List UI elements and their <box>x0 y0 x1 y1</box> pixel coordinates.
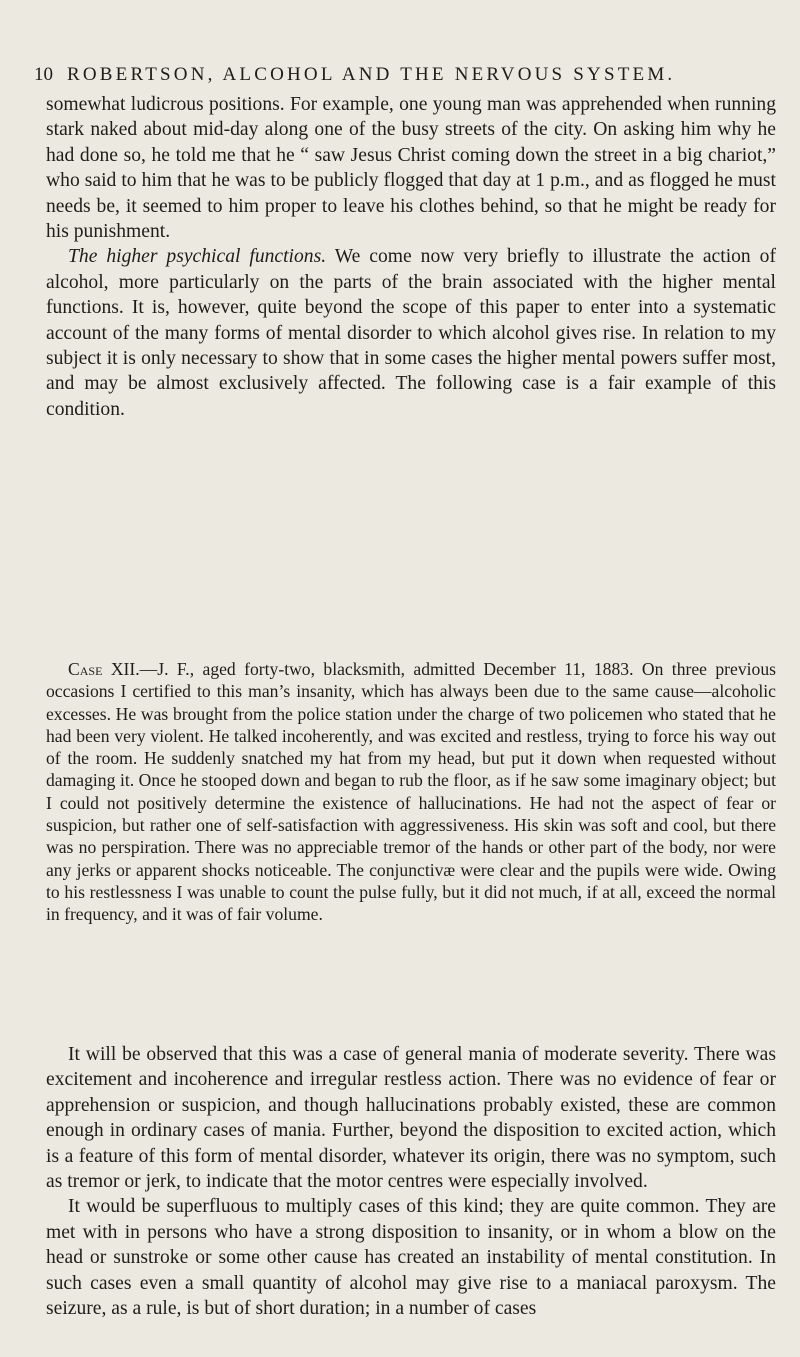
body-text-top <box>46 92 776 422</box>
paragraph-text: We come now very briefly to illustrate the action of alcohol, more particularly on the parts of the brain associated with the higher mental functions. It is, however, quite beyond the scope of this paper to enter into a systematic account of the many forms of mental disorder to which alcohol gives rise. In relation to my subject it is only necessary to show that in some cases the higher mental powers suffer most, and may be almost exclusively affected. The following case is a fair example of this condition. <box>46 246 776 420</box>
running-title: ROBERTSON, ALCOHOL AND THE NERVOUS SYSTEM. <box>67 64 676 85</box>
case-report <box>46 658 776 926</box>
body-text-bottom <box>46 1042 776 1321</box>
paragraph-observation: It will be observed that this was a case of general mania of moderate severity. There was excitement and incoherence and irregular restless action. There was no evidence of fear or apprehension or suspicion, and though hallucinations probably existed, these are common enough in ordinary cases of mania. Further, beyond the disposition to excited action, which is a feature of this form of mental disorder, whatever its origin, there was no symptom, such as tremor or jerk, to indicate that the motor centres were especially involved. <box>46 1044 776 1193</box>
paragraph-superfluous: It would be superfluous to multiply cases of this kind; they are quite common. They are met with in persons who have a strong disposition to insanity, or in whom a blow on the head or sunstroke or some other cause has created an instability of mental constitution. In such cases even a small quantity of alcohol may give rise to a maniacal paroxysm. The seizure, as a rule, is but of short duration; in a number of cases <box>46 1196 776 1320</box>
page-number: 10 <box>34 64 53 85</box>
running-header <box>34 64 774 86</box>
case-text: —J. F., aged forty-two, blacksmith, admitted December 11, 1883. On three previous occasions I certified to this man’s insanity, which has always been due to the same cause—alcoholic excesses. He was brought from the police station under the charge of two policemen who stated that he had been very violent. He talked incoherently, and was excited and restless, trying to force his way out of the room. He suddenly snatched my hat from my head, but put it down when requested without damaging it. Once he stooped down and began to rub the floor, as if he saw some imaginary object; but I could not positively determine the existence of hallucinations. He had not the aspect of fear or suspicion, but rather one of self-satisfaction with aggressiveness. His skin was soft and cool, but there was no perspiration. There was no appreciable tremor of the hands or other part of the body, nor were any jerks or apparent shocks noticeable. The conjunctivæ were clear and the pupils were wide. Owing to his restlessness I was unable to count the pulse fully, but it did not much, if at all, exceed the normal in frequency, and it was of fair volume. <box>46 659 776 925</box>
paragraph-higher-functions <box>46 244 776 422</box>
case-paragraph <box>46 658 776 926</box>
case-label: Case XII. <box>68 659 140 679</box>
section-heading: The higher psychical functions. <box>68 246 327 268</box>
paragraph-continued: somewhat ludicrous positions. For example, one young man was apprehended when running stark naked about mid-day along one of the busy streets of the city. On asking him why he had done so, he told me that he “ saw Jesus Christ coming down the street in a big chariot,” who said to him that he was to be publicly flogged that day at 1 p.m., and as flogged he must needs be, it seemed to him proper to leave his clothes behind, so that he might be ready for his punishment. <box>46 94 776 243</box>
